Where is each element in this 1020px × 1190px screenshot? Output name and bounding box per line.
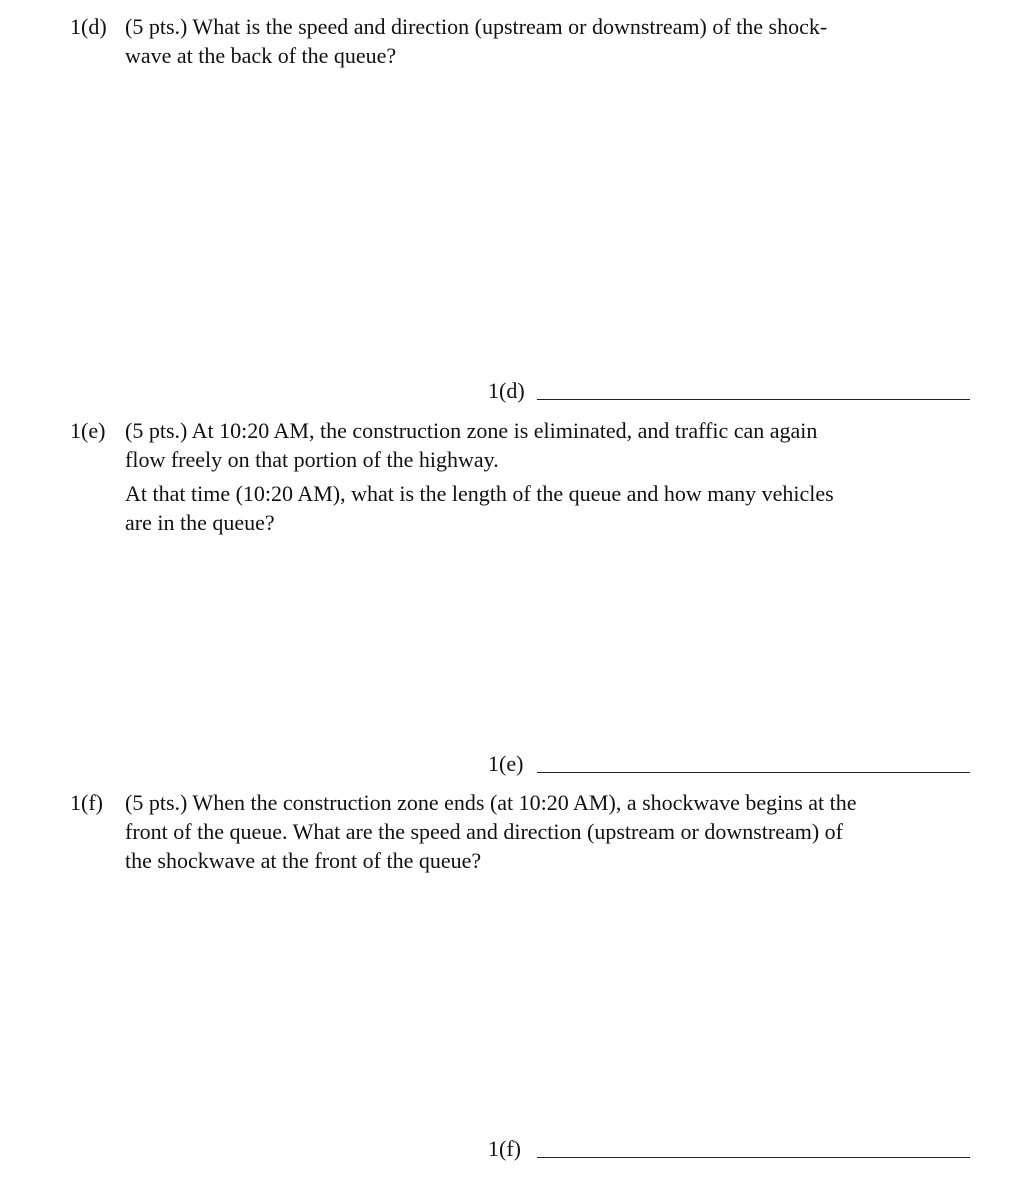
question-line <box>70 12 970 41</box>
answer-rule <box>537 772 970 773</box>
question-1e <box>70 416 970 537</box>
question-1f <box>70 788 970 875</box>
question-text: the shockwave at the front of the queue? <box>125 848 482 873</box>
question-text: are in the queue? <box>125 510 275 535</box>
answer-rule <box>537 1157 970 1158</box>
question-line <box>70 416 970 445</box>
question-number: 1(e) <box>70 418 106 443</box>
question-text: front of the queue. What are the speed and direction (upstream or downstream) of <box>125 819 843 844</box>
question-text: (5 pts.) What is the speed and direction (upstream or downstream) of the shock- <box>125 14 828 39</box>
question-text: flow freely on that portion of the highway. <box>125 447 499 472</box>
question-text: wave at the back of the queue? <box>125 43 397 68</box>
question-text: (5 pts.) At 10:20 AM, the construction zone is eliminated, and traffic can again <box>125 418 818 443</box>
answer-label: 1(d) <box>488 378 525 403</box>
question-line <box>70 788 970 817</box>
question-number: 1(d) <box>70 14 107 39</box>
answer-label: 1(f) <box>488 1136 521 1161</box>
answer-label: 1(e) <box>488 751 524 776</box>
answer-line-1e <box>488 749 970 779</box>
question-1d <box>70 12 970 70</box>
question-number: 1(f) <box>70 790 103 815</box>
question-text: (5 pts.) When the construction zone ends (at 10:20 AM), a shockwave begins at the <box>125 790 857 815</box>
answer-line-1f <box>488 1134 970 1164</box>
answer-line-1d <box>488 376 970 406</box>
answer-rule <box>537 399 970 400</box>
question-text: At that time (10:20 AM), what is the length of the queue and how many vehicles <box>125 481 834 506</box>
